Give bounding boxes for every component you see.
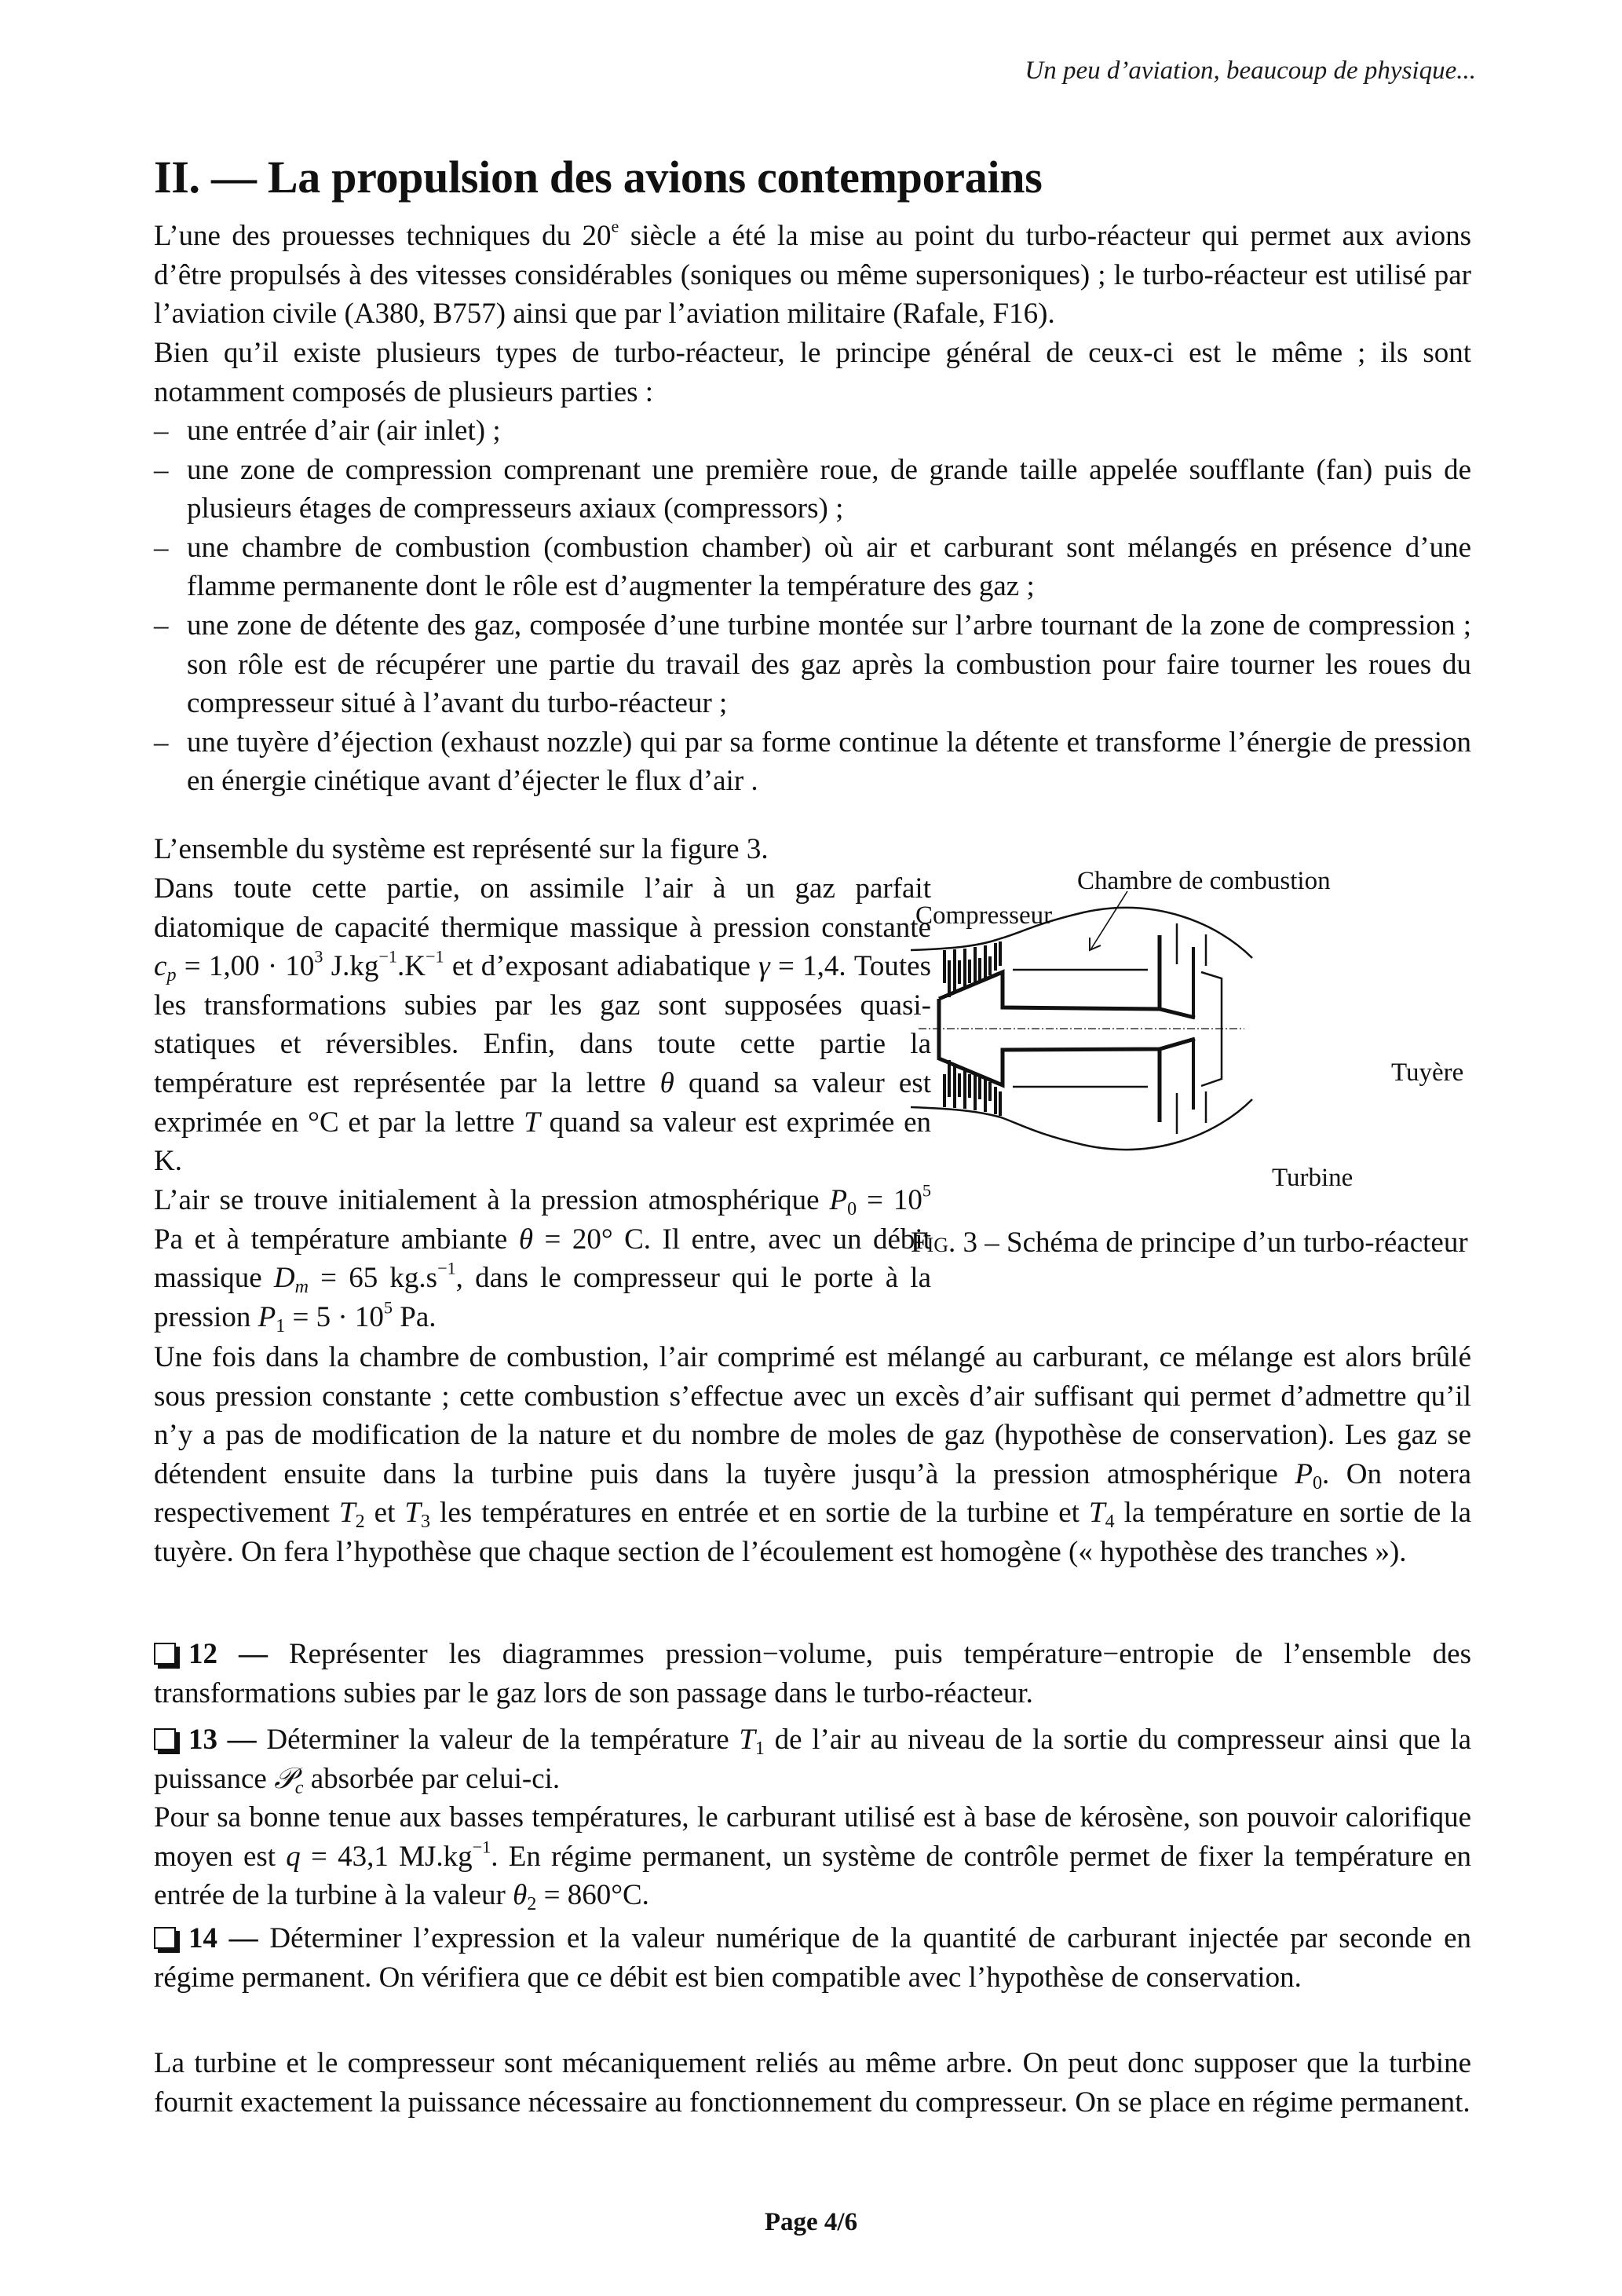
- components-intro: Bien qu’il existe plusieurs types de turbo-réacteur, le principe général de ceux-ci est le même ; ils sont notamment composés de plusieurs parties :: [154, 337, 1471, 408]
- list-item-compression: – une zone de compression comprenant une première roue, de grande taille appelée soufflante (fan) puis de plusieurs étages de compresseurs axiaux (compressors) ;: [154, 453, 1471, 525]
- label-nozzle: Tuyère: [1391, 1058, 1464, 1087]
- label-combustion-chamber: Chambre de combustion: [1077, 867, 1331, 895]
- section-title: II. — La propulsion des avions contemporains: [154, 152, 1043, 203]
- checkbox-icon: [154, 1643, 176, 1665]
- list-item-air-inlet: – une entrée d’air (air inlet) ;: [154, 415, 501, 447]
- combustion-arrow: [1091, 891, 1127, 949]
- page-number: Page 4/6: [764, 2208, 858, 2236]
- closing-paragraph: La turbine et le compresseur sont mécaniquement reliés au même arbre. On peut donc supposer que la turbine fournit exactement la puissance nécessaire au fonctionnement du compresseur. On se place en régime permanent.: [154, 2047, 1471, 2119]
- question-14: 14 — Déterminer l’expression et la valeur numérique de la quantité de carburant injectée par seconde en régime permanent. On vérifiera que ce débit est bien compatible avec l’hypothèse de conservation.: [154, 1922, 1472, 1994]
- gas-hypotheses-paragraph: Dans toute cette partie, on assimile l’air à un gaz parfait diatomique de capacité thermique massique à pression constante $c_p = 1,00 \cdot 10^3$ $J.kg^{-1}.K^{-1}$ et d’exposant adiabatique γ = 1,4. Toutes les transformations subies par les gaz sont supposées quasi-statiques et réversibles. Enfin, dans toute cette partie la température est représentée par la lettre θ quand sa valeur est exprimée en °C et par la lettre T quand sa valeur est exprimée en K.: [154, 872, 931, 1178]
- figure-reference: L’ensemble du système est représenté sur la figure 3.: [154, 833, 769, 865]
- question-12: 12 — Représenter les diagrammes pression−volume, puis température−entropie de l’ensemble des transformations subies par le gaz lors de son passage dans le turbo-réacteur.: [154, 1638, 1471, 1709]
- intro-paragraph: L’une des prouesses techniques du 20e siècle a été la mise au point du turbo-réacteur qui permet aux avions d’être propulsés à des vitesses considérables (soniques ou même supersoniques) ; le turbo-réacteur est utilisé par l’aviation civile (A380, B757) ainsi que par l’aviation militaire (Rafale, F16).: [154, 216, 1471, 331]
- compressor-blades-lower: [944, 1060, 1000, 1116]
- compressor-blades-upper: [944, 941, 1000, 997]
- combustion-paragraph: Une fois dans la chambre de combustion, l’air comprimé est mélangé au carburant, ce mélange est alors brûlé sous pression constante ; cette combustion s’effectue avec un excès d’air suffisant qui permet d’admettre qu’il n’y a pas de modification de la nature et du nombre de moles de gaz (hypothèse de conservation). Les gaz se détendent ensuite dans la turbine puis dans la tuyère jusqu’à la pression atmosphérique $P_0$. On notera respectivement $T_2$ et $T_3$ les températures en entrée et en sortie de la turbine et $T_4$ la température en sortie de la tuyère. On fera l’hypothèse que chaque section de l’écoulement est homogène (« hypothèse des tranches »).: [154, 1341, 1472, 1568]
- casing-lower: [911, 1099, 1252, 1150]
- list-item-combustion-chamber: – une chambre de combustion (combustion chamber) où air et carburant sont mélangés en présence d’une flamme permanente dont le rôle est d’augmenter la température des gaz ;: [154, 531, 1471, 603]
- initial-conditions-paragraph: L’air se trouve initialement à la pression atmosphérique $P_0 = 10^5$ Pa et à température ambiante θ = 20° C. Il entre, avec un débit massique $D_m = 65$ $kg.s^{-1}$, dans le compresseur qui le porte à la pression $P_1 = 5 \cdot 10^5$ Pa.: [154, 1180, 932, 1336]
- question-13: 13 — Déterminer la valeur de la température $T_1$ de l’air au niveau de la sortie du compresseur ainsi que la puissance 𝒫$_c$ absorbée par celui-ci.: [154, 1724, 1471, 1798]
- fuel-paragraph: Pour sa bonne tenue aux basses températures, le carburant utilisé est à base de kérosène, son pouvoir calorifique moyen est q = 43,1 $MJ.kg^{-1}$. En régime permanent, un système de contrôle permet de fixer la température en entrée de la turbine à la valeur $\theta_2 = 860^\circ C$.: [154, 1801, 1471, 1915]
- label-compressor: Compresseur: [915, 901, 1053, 930]
- checkbox-icon: [154, 1927, 176, 1949]
- list-item-nozzle: – une tuyère d’éjection (exhaust nozzle) qui par sa forme continue la détente et transforme l’énergie de pression en énergie cinétique avant d’éjecter le flux d’air .: [154, 726, 1471, 798]
- checkbox-icon: [154, 1728, 176, 1750]
- components-list: [154, 411, 1471, 801]
- list-item-turbine: – une zone de détente des gaz, composée d’une turbine montée sur l’arbre tournant de la zone de compression ; son rôle est de récupérer une partie du travail des gaz après la combustion pour faire tourner les roues du compresseur situé à l’avant du turbo-réacteur ;: [154, 609, 1471, 720]
- figure-caption: Fig. 3 – Schéma de principe d’un turbo-réacteur: [911, 1227, 1468, 1259]
- running-header: Un peu d’aviation, beaucoup de physique...: [1025, 57, 1476, 85]
- label-turbine: Turbine: [1272, 1164, 1353, 1192]
